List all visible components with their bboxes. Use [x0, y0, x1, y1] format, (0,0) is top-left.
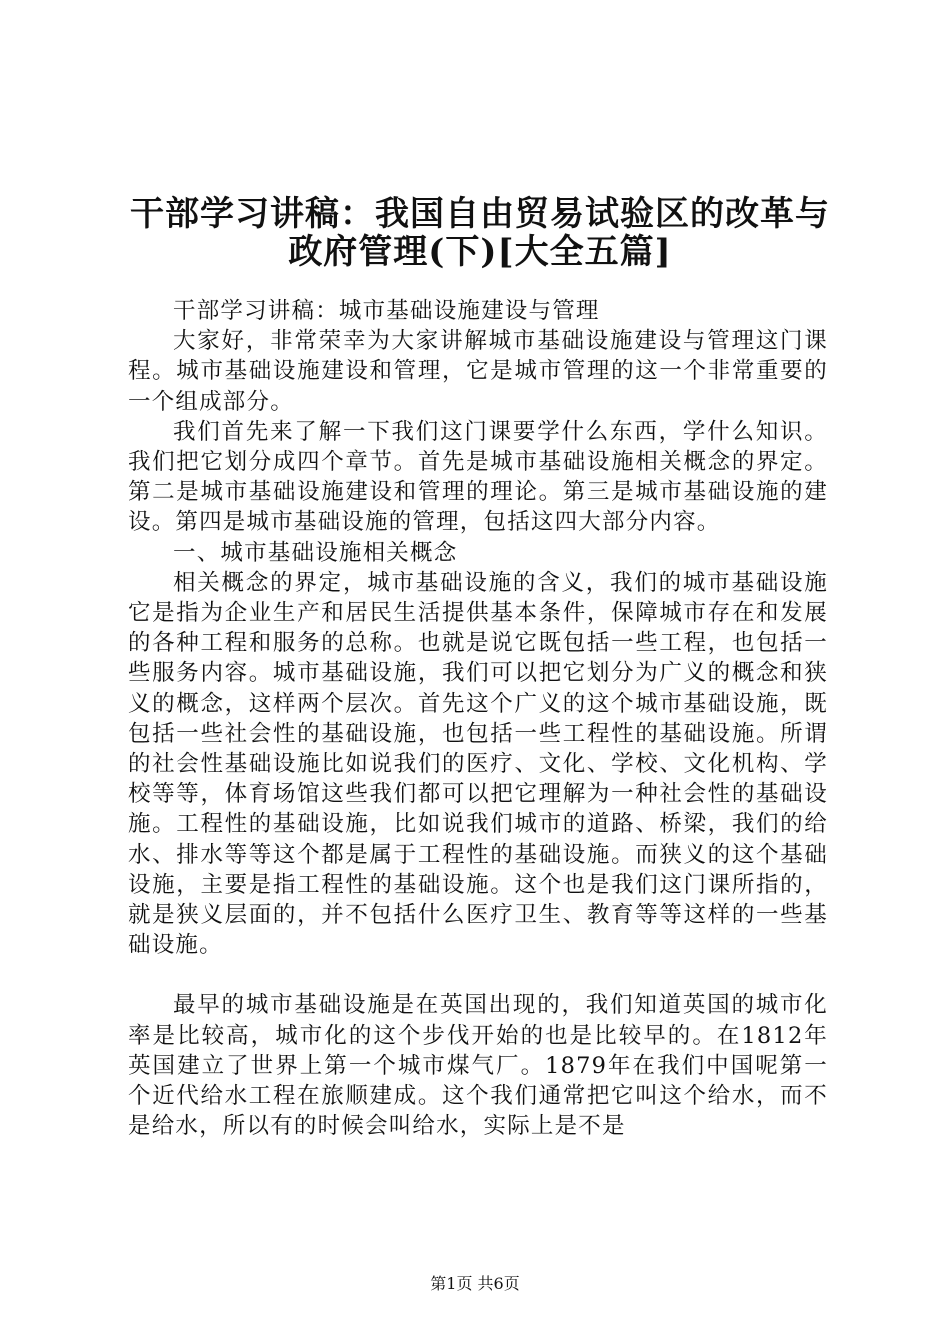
body-paragraph: 相关概念的界定，城市基础设施的含义，我们的城市基础设施它是指为企业生产和居民生活提供基本条件，保障城市存在和发展的各种工程和服务的总称。也就是说它既包括一些工程，也包括一些服务内容。城市基础设施，我们可以把它划分为广义的概念和狭义的概念，这样两个层次。首先这个广义的这个城市基础设施，既包括一些社会性的基础设施，也包括一些工程性的基础设施。所谓的社会性基础设施比如说我们的医疗、文化、学校、文化机构、学校等等，体育场馆这些我们都可以把它理解为一种社会性的基础设施。工程性的基础设施，比如说我们城市的道路、桥梁，我们的给水、排水等等这个都是属于工程性的基础设施。而狭义的这个基础设施，主要是指工程性的基础设施。这个也是我们这门课所指的，就是狭义层面的，并不包括什么医疗卫生、教育等等这样的一些基础设施。 [128, 569, 828, 959]
body-paragraph: 我们首先来了解一下我们这门课要学什么东西，学什么知识。我们把它划分成四个章节。首先是城市基础设施相关概念的界定。第二是城市基础设施建设和管理的理论。第三是城市基础设施的建设。第四是城市基础设施的管理，包括这四大部分内容。 [128, 418, 828, 536]
section-subtitle: 干部学习讲稿：城市基础设施建设与管理 [173, 298, 600, 324]
page-footer: 第1页 共6页 [430, 1274, 520, 1293]
document-title-line-1: 干部学习讲稿：我国自由贸易试验区的改革与 [130, 194, 830, 234]
body-paragraph: 大家好，非常荣幸为大家讲解城市基础设施建设与管理这门课程。城市基础设施建设和管理，它是城市管理的这一个非常重要的一个组成部分。 [128, 328, 828, 415]
document-title-line-2: 政府管理(下)[大全五篇] [288, 232, 672, 272]
section-heading: 一、城市基础设施相关概念 [173, 539, 458, 566]
body-paragraph: 最早的城市基础设施是在英国出现的，我们知道英国的城市化率是比较高，城市化的这个步伐开始的也是比较早的。在1812年英国建立了世界上第一个城市煤气厂。1879年在我们中国呢第一个近代给水工程在旅顺建成。这个我们通常把它叫这个给水，而不是给水，所以有的时候会叫给水，实际上是不是 [128, 992, 828, 1140]
document-body [128, 296, 828, 1141]
